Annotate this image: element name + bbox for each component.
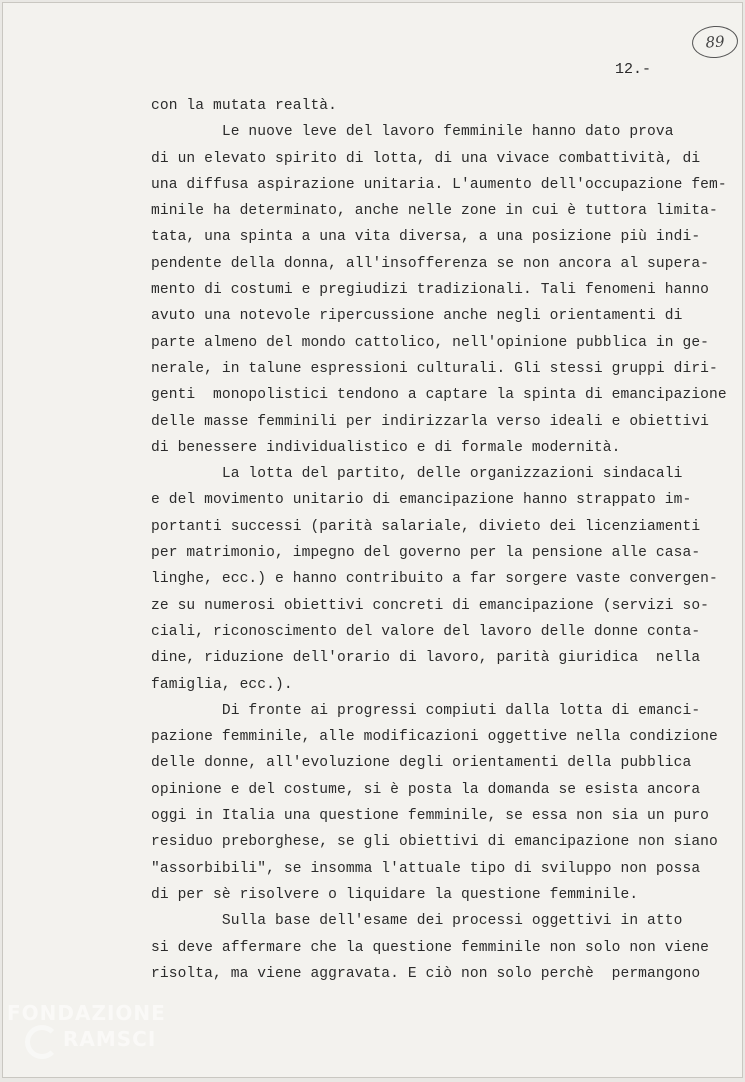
text-line: Sulla base dell'esame dei processi oggettivi in atto: [151, 913, 683, 930]
text-line: con la mutata realtà.: [151, 98, 338, 114]
text-line: Le nuove leve del lavoro femminile hanno dato prova: [151, 124, 674, 141]
text-line: una diffusa aspirazione unitaria. L'aumento dell'occupazione fem-: [151, 176, 727, 193]
archive-stamp: 89: [691, 24, 739, 59]
text-line: genti monopolistici tendono a captare la spinta di emancipazione: [151, 387, 727, 404]
watermark-g-icon: [25, 1025, 59, 1059]
text-line: mento di costumi e pregiudizi tradizionali. Tali fenomeni hanno: [151, 282, 710, 299]
text-line: ze su numerosi obiettivi concreti di emancipazione (servizi so-: [151, 597, 710, 614]
text-line: famiglia, ecc.).: [151, 676, 293, 693]
text-line: residuo preborghese, se gli obiettivi di emancipazione non siano: [151, 834, 718, 851]
text-line: risolta, ma viene aggravata. E ciò non solo perchè permangono: [151, 965, 701, 982]
text-line: e del movimento unitario di emancipazione hanno strappato im-: [151, 492, 692, 509]
text-line: delle masse femminili per indirizzarla verso ideali e obiettivi: [151, 413, 710, 430]
text-line: delle donne, all'evoluzione degli orientamenti della pubblica: [151, 755, 692, 772]
text-line: "assorbibili", se insomma l'attuale tipo di sviluppo non possa: [151, 860, 701, 877]
text-line: di per sè risolvere o liquidare la questione femminile.: [151, 886, 639, 903]
text-line: oggi in Italia una questione femminile, se essa non sia un puro: [151, 808, 710, 825]
text-line: opinione e del costume, si è posta la domanda se esista ancora: [151, 781, 701, 798]
text-line: Di fronte ai progressi compiuti dalla lotta di emanci-: [151, 702, 701, 719]
text-line: portanti successi (parità salariale, divieto dei licenziamenti: [151, 518, 701, 535]
text-line: minile ha determinato, anche nelle zone in cui è tuttora limita-: [151, 203, 718, 220]
text-line: pendente della donna, all'insofferenza se non ancora al supera-: [151, 255, 710, 272]
watermark-line2: RAMSCI: [63, 1027, 157, 1051]
text-line: di benessere individualistico e di formale modernità.: [151, 439, 621, 456]
text-line: nerale, in talune espressioni culturali. Gli stessi gruppi diri-: [151, 360, 718, 377]
text-line: parte almeno del mondo cattolico, nell'opinione pubblica in ge-: [151, 334, 710, 351]
text-line: tata, una spinta a una vita diversa, a una posizione più indi-: [151, 229, 701, 246]
text-line: La lotta del partito, delle organizzazioni sindacali: [151, 466, 683, 483]
document-page: [2, 2, 743, 1078]
watermark-line1: FONDAZIONE: [7, 1001, 166, 1025]
text-line: ciali, riconoscimento del valore del lavoro delle donne conta-: [151, 623, 701, 640]
text-line: per matrimonio, impegno del governo per la pensione alle casa-: [151, 545, 701, 562]
watermark-logo: [7, 999, 227, 1078]
text-line: dine, riduzione dell'orario di lavoro, parità giuridica nella: [151, 650, 701, 667]
text-line: linghe, ecc.) e hanno contribuito a far sorgere vaste convergen-: [151, 571, 718, 588]
text-line: si deve affermare che la questione femminile non solo non viene: [151, 939, 710, 956]
page-number: 12.-: [615, 61, 652, 78]
text-line: avuto una notevole ripercussione anche negli orientamenti di: [151, 308, 683, 325]
body-text: [151, 93, 741, 987]
text-line: pazione femminile, alle modificazioni oggettive nella condizione: [151, 729, 718, 746]
text-line: di un elevato spirito di lotta, di una vivace combattività, di: [151, 150, 701, 167]
